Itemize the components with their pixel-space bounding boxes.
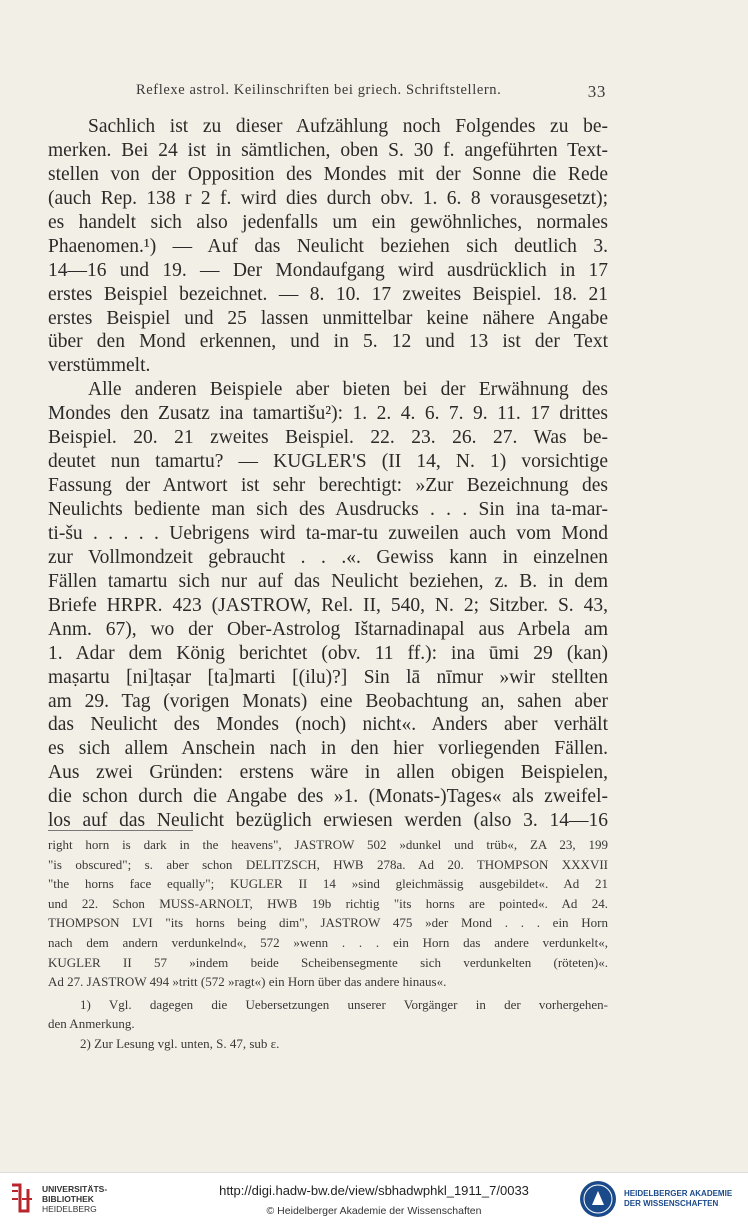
- copyright-notice: © Heidelberger Akademie der Wissenschaften: [266, 1205, 482, 1217]
- academy-name: HEIDELBERGER AKADEMIE DER WISSENSCHAFTEN: [624, 1189, 733, 1208]
- footnote-1: 1) Vgl. dagegen die Uebersetzungen unserer Vorgänger in der vorhergehen-: [80, 996, 608, 1012]
- text-line: die schon durch die Angabe des »1. (Monats-)Tages« als zweifel-: [48, 786, 608, 808]
- text-line: Anm. 67), wo der Ober-Astrolog Ištarnadinapal aus Arbela am: [48, 618, 608, 640]
- text-line: stellen von der Opposition des Mondes mit der Sonne die Rede: [48, 163, 608, 185]
- text-line: Neulichts bediente man sich des Ausdrucks . . . Sin ina ta-mar-: [48, 499, 608, 520]
- academy-seal-icon: [578, 1179, 618, 1219]
- note-line: KUGLER II 57 »indem beide Scheibensegmente sich verdunkelten (röteten)«.: [48, 954, 608, 970]
- page-number: 33: [587, 82, 606, 101]
- viewer-footer: [0, 1172, 748, 1225]
- university-library-name: UNIVERSITÄTS- BIBLIOTHEK HEIDELBERG: [42, 1184, 108, 1214]
- permalink-url[interactable]: http://digi.hadw-bw.de/view/sbhadwphkl_1911_7/0033: [219, 1183, 529, 1198]
- text-line: zur Vollmondzeit gebraucht . . .«. Gewiss kann in einzelnen: [48, 546, 608, 568]
- note-line: nach dem andern verdunkelnd«, 572 »wenn . . . ein Horn das andere verdunkelt«,: [48, 934, 608, 950]
- text-line: Sachlich ist zu dieser Aufzählung noch Folgendes zu be-: [88, 116, 608, 137]
- text-line: ti-šu . . . . . Uebrigens wird ta-mar-tu zuweilen auch vom Mond: [48, 522, 608, 544]
- text-line: über den Mond erkennen, und in 5. 12 und 13 ist der Text: [48, 331, 608, 353]
- text-line: deutet nun tamartu? — KUGLER'S (II 14, N. 1) vorsichtige: [48, 451, 608, 473]
- footnote-divider: [48, 830, 193, 831]
- text-line: 14—16 und 19. — Der Mondaufgang wird ausdrücklich in 17: [48, 259, 608, 281]
- text-line: Alle anderen Beispiele aber bieten bei der Erwähnung des: [88, 379, 608, 401]
- text-line: 1. Adar dem König berichtet (obv. 11 ff.): ina ūmi 29 (kan): [48, 642, 608, 664]
- text-line: erstes Beispiel bezeichnet. — 8. 10. 17 zweites Beispiel. 18. 21: [48, 283, 608, 305]
- main-text: [48, 115, 608, 833]
- note-line: THOMPSON LVI "its horns being dim", JASTROW 475 »der Mond . . . ein Horn: [48, 915, 608, 931]
- note-line: right horn is dark in the heavens", JASTROW 502 »dunkel und trüb«, ZA 23, 199: [48, 837, 608, 852]
- footnote-2: 2) Zur Lesung vgl. unten, S. 47, sub ε.: [80, 1035, 280, 1051]
- text-line: (auch Rep. 138 r 2 f. wird dies durch obv. 1. 6. 8 vorausgesetzt);: [48, 187, 608, 209]
- text-line: das Neulicht des Mondes (noch) nicht«. Anders aber verhält: [48, 714, 608, 736]
- text-line: merken. Bei 24 ist in sämtlichen, oben S. 30 f. angeführten Text-: [48, 139, 608, 161]
- text-line: Phaenomen.¹) — Auf das Neulicht beziehen sich deutlich 3.: [48, 235, 608, 257]
- text-line: Aus zwei Gründen: erstens wäre in allen obigen Beispielen,: [48, 762, 608, 784]
- text-line: Beispiel. 20. 21 zweites Beispiel. 22. 23. 26. 27. Was be-: [48, 427, 608, 449]
- footnotes: [48, 835, 608, 1054]
- text-line: am 29. Tag (vorigen Monats) eine Beobachtung an, sahen aber: [48, 690, 608, 712]
- text-line: Fällen tamartu sich nur auf das Neulicht beziehen, z. B. in dem: [48, 570, 608, 592]
- text-line: erstes Beispiel und 25 lassen unmittelbar keine nähere Angabe: [48, 307, 608, 329]
- note-line: "the horns face equally"; KUGLER II 14 »sind gleichmässig ausgebildet«. Ad 21: [48, 876, 608, 892]
- text-line: es sich allem Anschein nach in den hier vorliegenden Fällen.: [48, 738, 608, 760]
- note-line: "is obscured"; s. aber schon DELITZSCH, HWB 278a. Ad 20. THOMPSON XXXVII: [48, 856, 608, 872]
- text-line: Mondes den Zusatz ina tamartišu²): 1. 2. 4. 6. 7. 9. 11. 17 drittes: [48, 403, 608, 425]
- text-line: maṣartu [ni]taṣar [ta]marti [(ilu)?] Sin lā nīmur »wir stellten: [48, 666, 608, 688]
- text-line: Briefe HRPR. 423 (JASTROW, Rel. II, 540, N. 2; Sitzber. S. 43,: [48, 594, 608, 616]
- running-title: Reflexe astrol. Keilinschriften bei griech. Schriftstellern.: [136, 82, 502, 98]
- running-header: [48, 82, 606, 106]
- text-line: verstümmelt.: [48, 355, 151, 377]
- footnote-1-cont: den Anmerkung.: [48, 1016, 135, 1032]
- text-line: los auf das Neulicht bezüglich erwiesen werden (also 3. 14—16: [48, 810, 608, 832]
- note-line: Ad 27. JASTROW 494 »tritt (572 »ragt«) ein Horn über das andere hinaus«.: [48, 974, 447, 990]
- text-line: Fassung der Antwort ist sehr berechtigt: »Zur Bezeichnung des: [48, 475, 608, 497]
- note-line: und 22. Schon MUSS-ARNOLT, HWB 19b richtig "its horns are pointed«. Ad 24.: [48, 895, 608, 911]
- text-line: es handelt sich also jedenfalls um ein gewöhnliches, normales: [48, 211, 608, 233]
